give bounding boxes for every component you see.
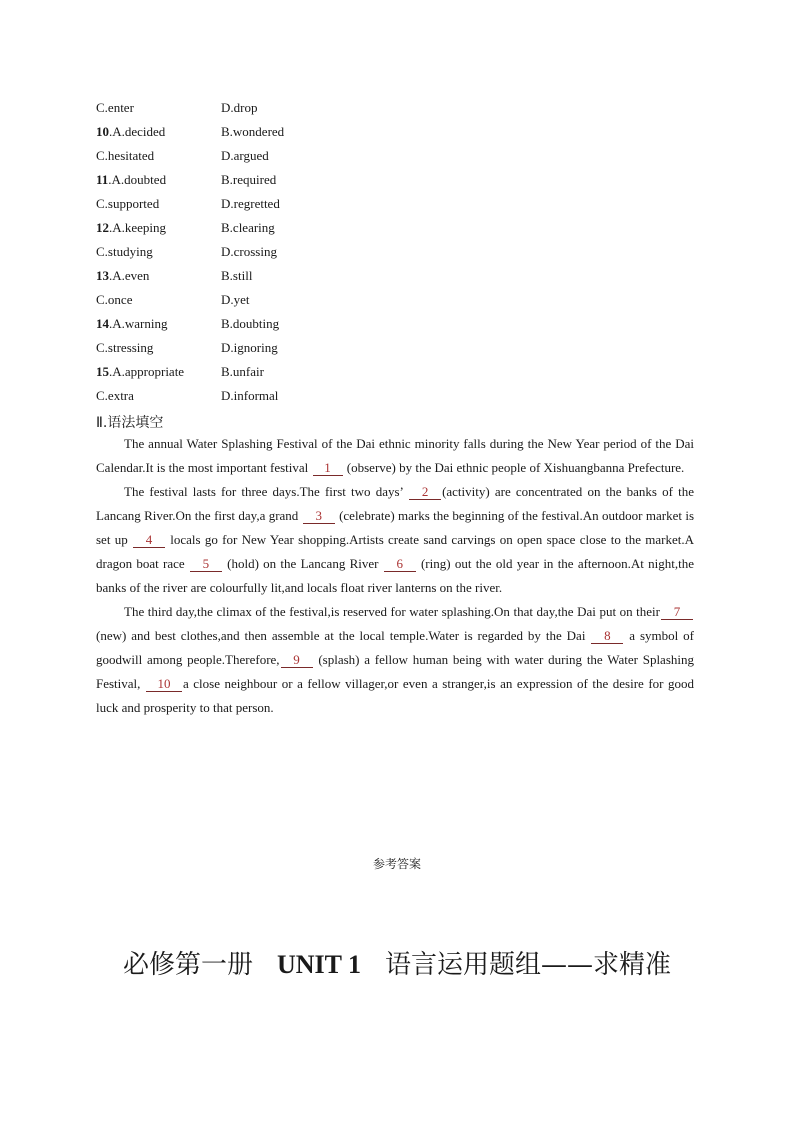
option-right: D.yet bbox=[221, 292, 250, 307]
option-right: B.unfair bbox=[221, 364, 264, 379]
blank-10[interactable]: 10 bbox=[146, 676, 182, 692]
option-left: 12.A.keeping bbox=[96, 220, 167, 235]
option-left: C.extra bbox=[96, 388, 134, 403]
option-left: C.hesitated bbox=[96, 148, 155, 163]
option-left: C.once bbox=[96, 292, 133, 307]
option-right: D.ignoring bbox=[221, 340, 278, 355]
question-number: 10 bbox=[96, 124, 109, 139]
blank-8[interactable]: 8 bbox=[591, 628, 623, 644]
option-left: C.enter bbox=[96, 100, 134, 115]
question-number: 12 bbox=[96, 220, 109, 235]
section-title: Ⅱ.语法填空 bbox=[96, 415, 164, 431]
unit-title-unit: UNIT 1 bbox=[276, 950, 362, 979]
option-left: 13.A.even bbox=[96, 268, 150, 283]
blank-3[interactable]: 3 bbox=[303, 508, 335, 524]
option-right: D.regretted bbox=[221, 196, 280, 211]
option-right: D.argued bbox=[221, 148, 269, 163]
blank-1[interactable]: 1 bbox=[313, 460, 343, 476]
blank-7[interactable]: 7 bbox=[661, 604, 693, 620]
option-left: C.studying bbox=[96, 244, 153, 259]
option-left: C.supported bbox=[96, 196, 160, 211]
option-right: B.still bbox=[221, 268, 253, 283]
reference-answers-heading: 参考答案 bbox=[372, 857, 421, 871]
blank-2[interactable]: 2 bbox=[409, 484, 441, 500]
option-right: D.drop bbox=[221, 100, 258, 115]
option-right: B.wondered bbox=[221, 124, 285, 139]
option-right: B.clearing bbox=[221, 220, 275, 235]
option-left: 15.A.appropriate bbox=[96, 364, 185, 379]
question-number: 11 bbox=[96, 172, 109, 187]
option-right: D.crossing bbox=[221, 244, 277, 259]
blank-4[interactable]: 4 bbox=[133, 532, 165, 548]
option-right: B.doubting bbox=[221, 316, 280, 331]
option-right: D.informal bbox=[221, 388, 279, 403]
question-number: 14 bbox=[96, 316, 109, 331]
question-number: 15 bbox=[96, 364, 109, 379]
option-right: B.required bbox=[221, 172, 277, 187]
unit-title-book: 必修第一册 bbox=[122, 950, 253, 980]
blank-9[interactable]: 9 bbox=[281, 652, 313, 668]
passage-paragraph: The third day,the climax of the festival,is reserved for water splashing.On that day,the Dai put on their 7 (new) and best clothes,and then assemble at the local temple.Water is regarded by the Dai 8 a symbol of goodwill among people.Therefore, 9 (splash) a fellow human being with water during the Water Splashing Festival, 10 a close neighbour or a fellow villager,or even a stranger,is an expression of the desire for good luck and prosperity to that person. bbox=[96, 604, 695, 715]
option-left: 10.A.decided bbox=[96, 124, 166, 139]
question-number: 13 bbox=[96, 268, 109, 283]
option-left: 11.A.doubted bbox=[96, 172, 167, 187]
passage-paragraph: The annual Water Splashing Festival of the Dai ethnic minority falls during the New Year period of the Dai Calendar.It is the most important festival 1 (observe) by the Dai ethnic people of Xishuangbanna Prefecture. bbox=[96, 436, 694, 475]
blank-6[interactable]: 6 bbox=[384, 556, 416, 572]
passage bbox=[96, 432, 694, 720]
option-left: C.stressing bbox=[96, 340, 154, 355]
passage-paragraph: The festival lasts for three days.The first two days’ 2 (activity) are concentrated on the banks of the Lancang River.On the first day,a grand 3 (celebrate) marks the beginning of the festival.An outdoor market is set up 4 locals go for New Year shopping.Artists create sand carvings on open space close to the market.A dragon boat race 5 (hold) on the Lancang River 6 (ring) out the old year in the afternoon.At night,the banks of the river are colourfully lit,and locals float river lanterns on the river. bbox=[96, 484, 695, 595]
blank-5[interactable]: 5 bbox=[190, 556, 222, 572]
unit-title bbox=[0, 944, 794, 981]
option-left: 14.A.warning bbox=[96, 316, 168, 331]
unit-title-topic: 语言运用题组——求精准 bbox=[385, 950, 672, 980]
